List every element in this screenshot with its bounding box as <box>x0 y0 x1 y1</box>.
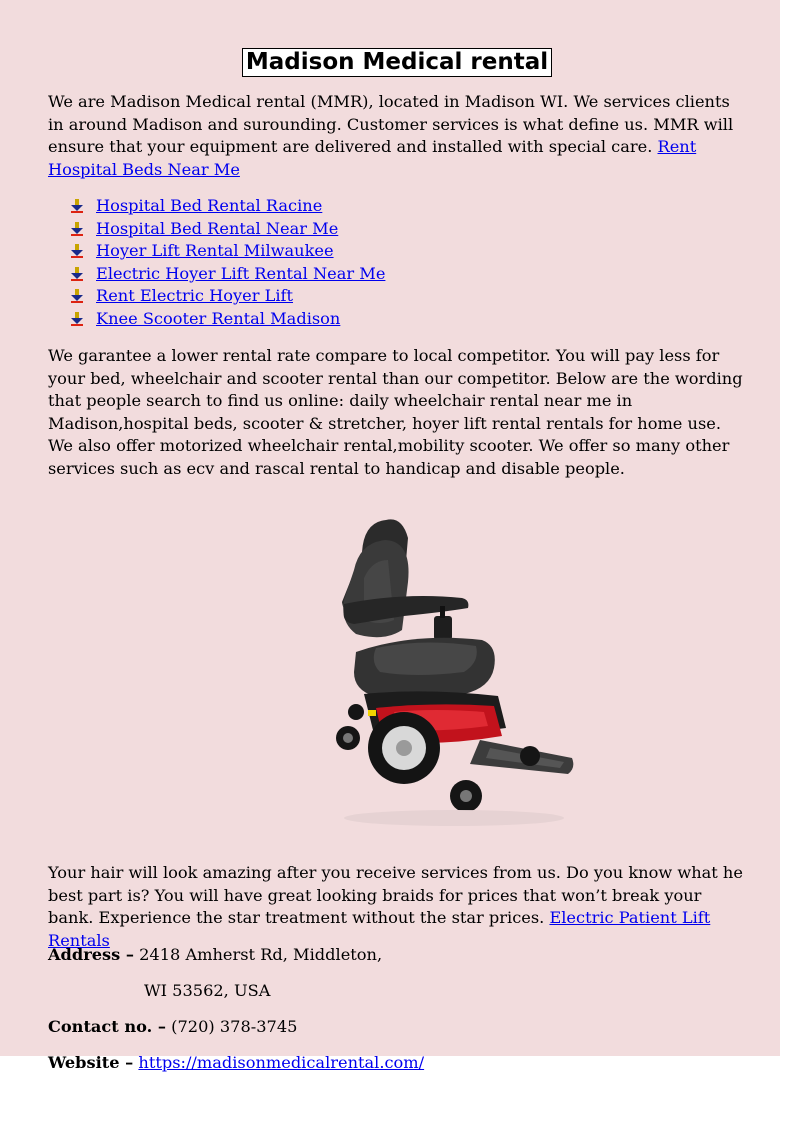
link-rent-electric-hoyer[interactable]: Rent Electric Hoyer Lift <box>96 286 294 306</box>
rent-hospital-beds-link[interactable]: Rent Hospital Beds Near Me <box>48 137 697 179</box>
link-list <box>70 195 385 331</box>
page-title: Madison Medical rental <box>242 48 552 77</box>
arrow-bullet-icon <box>70 199 84 213</box>
address-label: Address – <box>48 945 134 964</box>
intro-text: We are Madison Medical rental (MMR), located in Madison WI. We services clients in around Madison and surounding. Customer services is what define us. MMR will ensure that your equipment are delivered and installed with special care. <box>48 92 734 157</box>
contact-line <box>48 1016 297 1039</box>
link-hospital-bed-near-me[interactable]: Hospital Bed Rental Near Me <box>96 218 339 238</box>
website-line <box>48 1052 424 1075</box>
link-hoyer-lift-milwaukee[interactable]: Hoyer Lift Rental Milwaukee <box>96 241 334 261</box>
list-item <box>70 240 385 263</box>
arrow-bullet-icon <box>70 222 84 236</box>
address-line-1 <box>48 944 382 967</box>
arrow-bullet-icon <box>70 289 84 303</box>
arrow-bullet-icon <box>70 312 84 326</box>
arrow-bullet-icon <box>70 244 84 258</box>
link-knee-scooter-madison[interactable]: Knee Scooter Rental Madison <box>96 308 341 328</box>
list-item <box>70 195 385 218</box>
contact-phone: (720) 378-3745 <box>166 1017 298 1036</box>
website-link[interactable]: https://madisonmedicalrental.com/ <box>138 1053 425 1072</box>
power-wheelchair-image <box>284 512 584 832</box>
list-item <box>70 218 385 241</box>
address-line-2: WI 53562, USA <box>144 981 271 1000</box>
list-item <box>70 285 385 308</box>
title-wrapper <box>0 48 794 77</box>
list-item <box>70 308 385 331</box>
address-street: 2418 Amherst Rd, Middleton, <box>133 945 383 964</box>
link-electric-hoyer-near-me[interactable]: Electric Hoyer Lift Rental Near Me <box>96 263 386 283</box>
arrow-bullet-icon <box>70 267 84 281</box>
website-label: Website – <box>48 1053 134 1072</box>
link-hospital-bed-racine[interactable]: Hospital Bed Rental Racine <box>96 196 323 215</box>
rates-paragraph: We garantee a lower rental rate compare to local competitor. You will pay less for your bed, wheelchair and scooter rental than our competitor. Below are the wording that people search to find us online: daily wheelchair rental near me in Madison,hospital beds, scooter & stretcher, hoyer lift rental rentals for home use. We also offer motorized wheelchair rental,mobility scooter. We offer so many other services such as ecv and rascal rental to handicap and disable people. <box>48 346 743 478</box>
list-item <box>70 263 385 286</box>
electric-patient-lift-link[interactable]: Electric Patient Lift Rentals <box>48 908 711 950</box>
services-paragraph <box>48 862 748 952</box>
intro-paragraph <box>48 91 748 181</box>
contact-label: Contact no. – <box>48 1017 167 1036</box>
services-text: Your hair will look amazing after you receive services from us. Do you know what he best part is? You will have great looking braids for prices that won’t break your bank. Experience the star treatment without the star prices. <box>48 863 743 928</box>
